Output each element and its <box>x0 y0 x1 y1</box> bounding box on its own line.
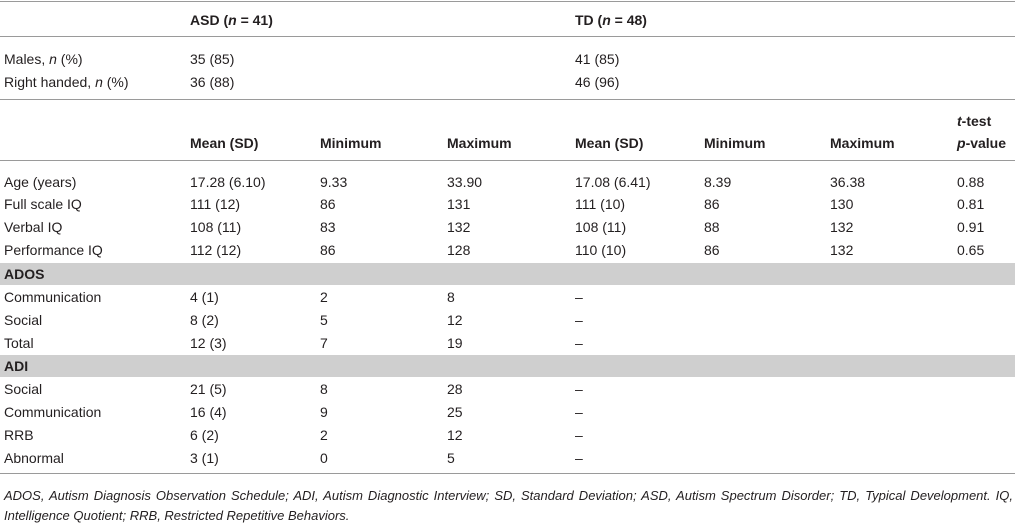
cell: 130 <box>830 196 854 212</box>
cell: 8 (2) <box>190 312 219 328</box>
cell: 108 (11) <box>575 219 627 235</box>
cell: 17.28 (6.10) <box>190 174 266 190</box>
cell: 88 <box>704 219 720 235</box>
cell: 0.65 <box>957 242 985 258</box>
cell: 9.33 <box>320 174 348 190</box>
cell: 17.08 (6.41) <box>575 174 651 190</box>
column-header-rule <box>0 160 1015 161</box>
cell: 12 <box>447 312 463 328</box>
cell: 0.88 <box>957 174 985 190</box>
cell: – <box>575 312 583 328</box>
cell: 112 (12) <box>190 242 242 258</box>
row-label: Social <box>4 381 43 397</box>
cell: 4 (1) <box>190 289 219 305</box>
cell: 131 <box>447 196 471 212</box>
cell: 33.90 <box>447 174 483 190</box>
top-rule <box>0 1 1015 2</box>
cell: 0.91 <box>957 219 985 235</box>
row-label: Communication <box>4 289 102 305</box>
cell: 0 <box>320 450 328 466</box>
td-right-handed: 46 (96) <box>575 74 620 90</box>
cell: 86 <box>320 196 336 212</box>
column-header-pvalue: p-value <box>957 135 1007 151</box>
row-label: Performance IQ <box>4 242 103 258</box>
header-rule <box>0 36 1015 37</box>
cell: 28 <box>447 381 463 397</box>
row-label: RRB <box>4 427 34 443</box>
asd-group-header: ASD (n = 41) <box>190 12 273 28</box>
table-footnote: ADOS, Autism Diagnosis Observation Schedule; ADI, Autism Diagnostic Interview; SD, Standard Deviation; ASD, Autism Spectrum Disorder; TD, Typical Development. IQ, Intelligence Quotient; RRB, Restricted Repetitive Behaviors. <box>4 488 1013 523</box>
cell: 9 <box>320 404 328 420</box>
section-title-ados: ADOS <box>4 266 45 282</box>
section-band-ados <box>0 263 1015 285</box>
cell: 110 (10) <box>575 242 627 258</box>
cell: 8 <box>320 381 328 397</box>
cell: 8.39 <box>704 174 732 190</box>
row-label: Verbal IQ <box>4 219 63 235</box>
bottom-rule <box>0 473 1015 474</box>
row-label: Abnormal <box>4 450 64 466</box>
cell: 111 (10) <box>575 196 626 212</box>
cell: 5 <box>320 312 328 328</box>
cell: 2 <box>320 289 328 305</box>
row-label: Age (years) <box>4 174 77 190</box>
column-header-td-max: Maximum <box>830 135 895 151</box>
demographic-label: Right handed, n (%) <box>4 74 129 90</box>
cell: 132 <box>830 219 854 235</box>
cell: 132 <box>447 219 471 235</box>
cell: – <box>575 404 583 420</box>
cell: 86 <box>704 242 720 258</box>
cell: 86 <box>704 196 720 212</box>
cell: 12 <box>447 427 463 443</box>
cell: 86 <box>320 242 336 258</box>
column-header-asd-min: Minimum <box>320 135 382 151</box>
cell: 128 <box>447 242 471 258</box>
cell: 5 <box>447 450 455 466</box>
cell: 111 (12) <box>190 196 241 212</box>
td-group-header: TD (n = 48) <box>575 12 647 28</box>
row-label: Social <box>4 312 43 328</box>
row-label: Total <box>4 335 34 351</box>
row-label: Communication <box>4 404 102 420</box>
cell: 12 (3) <box>190 335 227 351</box>
cell: 6 (2) <box>190 427 219 443</box>
cell: 108 (11) <box>190 219 242 235</box>
column-header-td-min: Minimum <box>704 135 766 151</box>
row-label: Full scale IQ <box>4 196 82 212</box>
cell: – <box>575 289 583 305</box>
section-rule <box>0 99 1015 100</box>
column-header-asd-max: Maximum <box>447 135 512 151</box>
cell: 8 <box>447 289 455 305</box>
column-header-ttest: t-test <box>957 113 992 129</box>
cell: – <box>575 427 583 443</box>
asd-males: 35 (85) <box>190 51 235 67</box>
cell: 16 (4) <box>190 404 227 420</box>
cell: 19 <box>447 335 463 351</box>
cell: – <box>575 381 583 397</box>
column-header-asd-mean: Mean (SD) <box>190 135 259 151</box>
section-title-adi: ADI <box>4 358 29 374</box>
section-band-adi <box>0 355 1015 377</box>
cell: 7 <box>320 335 328 351</box>
cell: 36.38 <box>830 174 866 190</box>
cell: 2 <box>320 427 328 443</box>
demographic-label: Males, n (%) <box>4 51 83 67</box>
cell: 25 <box>447 404 463 420</box>
cell: – <box>575 450 583 466</box>
cell: 3 (1) <box>190 450 219 466</box>
cell: 21 (5) <box>190 381 227 397</box>
cell: 0.81 <box>957 196 985 212</box>
cell: 132 <box>830 242 854 258</box>
cell: 83 <box>320 219 336 235</box>
asd-right-handed: 36 (88) <box>190 74 235 90</box>
cell: – <box>575 335 583 351</box>
td-males: 41 (85) <box>575 51 620 67</box>
column-header-td-mean: Mean (SD) <box>575 135 644 151</box>
